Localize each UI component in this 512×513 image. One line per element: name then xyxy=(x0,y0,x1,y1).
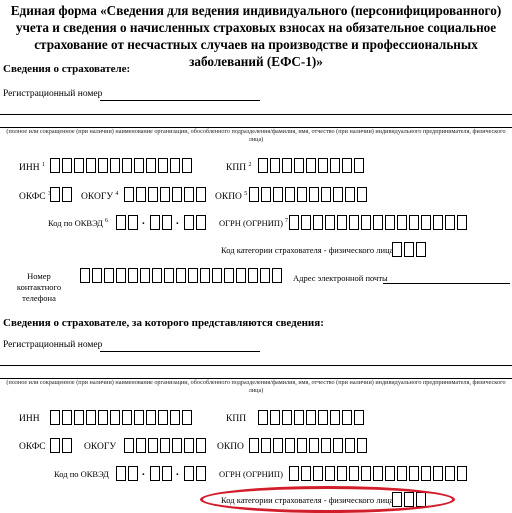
okogu-label: ОКОГУ $^4$ xyxy=(81,191,119,203)
okved-boxes-1[interactable] xyxy=(116,215,140,230)
reg-number-label-2: Регистрационный номер xyxy=(3,340,103,350)
okved-boxes-3[interactable] xyxy=(184,215,208,230)
okved-label: Код по ОКВЭД $^6$ xyxy=(48,218,108,228)
inn-label: ИНН $^1$ xyxy=(19,162,45,174)
okved-boxes-2a[interactable] xyxy=(116,466,140,481)
okpo-label: ОКПО $^5$ xyxy=(215,191,248,203)
kpp-boxes[interactable] xyxy=(258,158,366,173)
okved-boxes-2b[interactable] xyxy=(150,466,174,481)
okogu-boxes[interactable] xyxy=(124,187,208,202)
reg-number-line-2[interactable] xyxy=(100,351,260,352)
category-label: Код категории страхователя - физического лица xyxy=(221,245,394,255)
section2-heading: Сведения о страхователе, за которого представляются сведения: xyxy=(3,317,324,329)
inn-label-2: ИНН xyxy=(19,414,40,424)
highlight-ellipse xyxy=(200,486,455,513)
okpo-boxes-2[interactable] xyxy=(249,438,369,453)
category-label-2: Код категории страхователя - физического лица xyxy=(221,495,394,505)
reg-number-line[interactable] xyxy=(100,100,260,101)
category-boxes[interactable] xyxy=(392,242,428,257)
okfs-boxes[interactable] xyxy=(50,187,74,202)
inn-boxes[interactable] xyxy=(50,158,194,173)
okogu-label-2: ОКОГУ xyxy=(84,442,117,452)
kpp-label: КПП $^2$ xyxy=(226,162,252,174)
kpp-boxes-2[interactable] xyxy=(258,410,366,425)
kpp-label-2: КПП xyxy=(226,414,247,424)
ogrn-label: ОГРН (ОГРНИП) $^7$ xyxy=(219,218,289,228)
okogu-boxes-2[interactable] xyxy=(124,438,208,453)
phone-label: Номер контактного телефона xyxy=(16,271,62,303)
reg-number-label: Регистрационный номер xyxy=(3,89,103,99)
org-name-line-3[interactable] xyxy=(0,365,512,366)
email-label: Адрес электронной почты xyxy=(293,273,388,283)
phone-boxes[interactable] xyxy=(80,268,284,283)
okpo-boxes[interactable] xyxy=(249,187,369,202)
inn-boxes-2[interactable] xyxy=(50,410,194,425)
okpo-label-2: ОКПО xyxy=(217,442,244,452)
okved-boxes-2c[interactable] xyxy=(184,466,208,481)
ogrn-boxes-2[interactable] xyxy=(289,466,469,481)
ogrn-boxes[interactable] xyxy=(289,215,469,230)
form-title: Единая форма «Сведения для ведения индивидуального (персонифицированного) учета и сведения о начисленных страховых взносах на обязательное социальное страхование от несчастных случаев на производстве и профессиональных заболеваний (ЕФС-1)» xyxy=(10,3,502,69)
org-name-note-2: (полное или сокращенное (при наличии) наименование организации, обособленного подразделения/фамилия, имя, отчество (при наличии) индивидуального предпринимателя, физического лица) xyxy=(6,379,506,394)
ogrn-label-2: ОГРН (ОГРНИП) xyxy=(219,469,283,479)
section1-heading: Сведения о страхователе: xyxy=(3,63,131,75)
okfs-label: ОКФС $^3$ xyxy=(19,191,51,203)
org-name-note: (полное или сокращенное (при наличии) наименование организации, обособленного подразделения/фамилия, имя, отчество (при наличии) индивидуального предпринимателя, физического лица) xyxy=(6,128,506,143)
okfs-label-2: ОКФС xyxy=(19,442,46,452)
email-line[interactable] xyxy=(383,283,510,284)
okved-label-2: Код по ОКВЭД xyxy=(54,469,109,479)
org-name-line-1[interactable] xyxy=(0,114,512,115)
okved-boxes-2[interactable] xyxy=(150,215,174,230)
okfs-boxes-2[interactable] xyxy=(50,438,74,453)
